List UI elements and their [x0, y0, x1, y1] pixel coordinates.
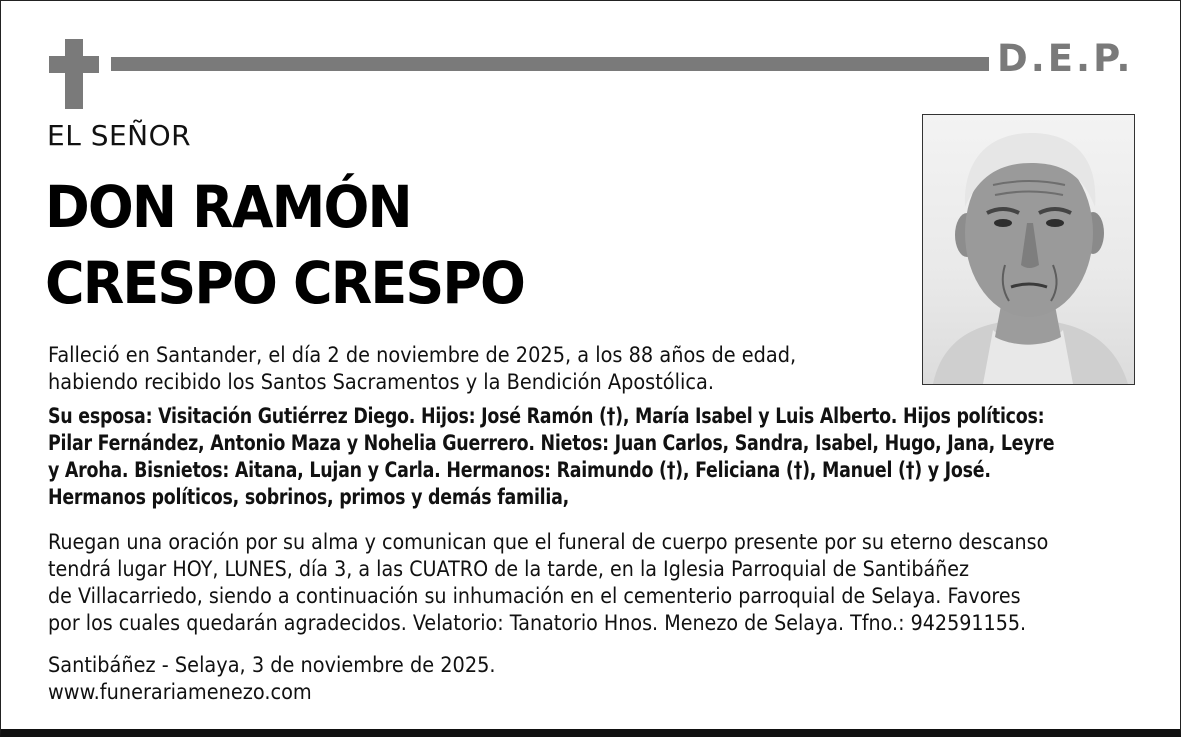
funeral-line: Ruegan una oración por su alma y comunican que el funeral de cuerpo presente por su eterno descanso [48, 530, 1049, 554]
family-line: y Aroha. Bisnietos: Aitana, Lujan y Carla. Hermanos: Raimundo (†), Feliciana (†), Manuel (†) y José. [48, 458, 991, 482]
death-notice-paragraph [48, 342, 796, 396]
funeral-line: tendrá lugar HOY, LUNES, día 3, a las CUATRO de la tarde, en la Iglesia Parroquial de Santibáñez [48, 557, 970, 581]
header-rule [111, 57, 989, 71]
portrait-photo-icon [923, 115, 1134, 384]
funeral-paragraph [48, 529, 1048, 637]
honorific: EL SEÑOR [47, 119, 192, 152]
name-line-2: CRESPO CRESPO [45, 249, 525, 317]
death-notice-line: Falleció en Santander, el día 2 de noviembre de 2025, a los 88 años de edad, [48, 343, 797, 367]
funeral-line: por los cuales quedarán agradecidos. Velatorio: Tanatorio Hnos. Menezo de Selaya. Tfno.: 942591155. [48, 611, 1027, 635]
death-notice-line: habiendo recibido los Santos Sacramentos y la Bendición Apostólica. [48, 370, 714, 394]
family-line: Pilar Fernández, Antonio Maza y Nohelia Guerrero. Nietos: Juan Carlos, Sandra, Isabel, Hugo, Jana, Leyre [48, 431, 1055, 455]
cross-icon-bar [49, 56, 99, 73]
family-line: Hermanos políticos, sobrinos, primos y demás familia, [48, 485, 570, 509]
deceased-name [45, 169, 524, 321]
dep-label: D.E.P. [997, 37, 1134, 80]
cross-icon [65, 39, 83, 109]
name-line-1: DON RAMÓN [45, 173, 411, 241]
family-line: Su esposa: Visitación Gutiérrez Diego. Hijos: José Ramón (†), María Isabel y Luis Alberto. Hijos políticos: [48, 404, 1045, 428]
place-date: Santibáñez - Selaya, 3 de noviembre de 2025. [48, 653, 496, 677]
funeral-line: de Villacarriedo, siendo a continuación su inhumación en el cementerio parroquial de Selaya. Favores [48, 584, 1021, 608]
family-paragraph [48, 403, 1054, 511]
closing-paragraph [48, 652, 496, 706]
website-link[interactable]: www.funerariamenezo.com [48, 680, 312, 704]
portrait-photo [922, 114, 1135, 385]
